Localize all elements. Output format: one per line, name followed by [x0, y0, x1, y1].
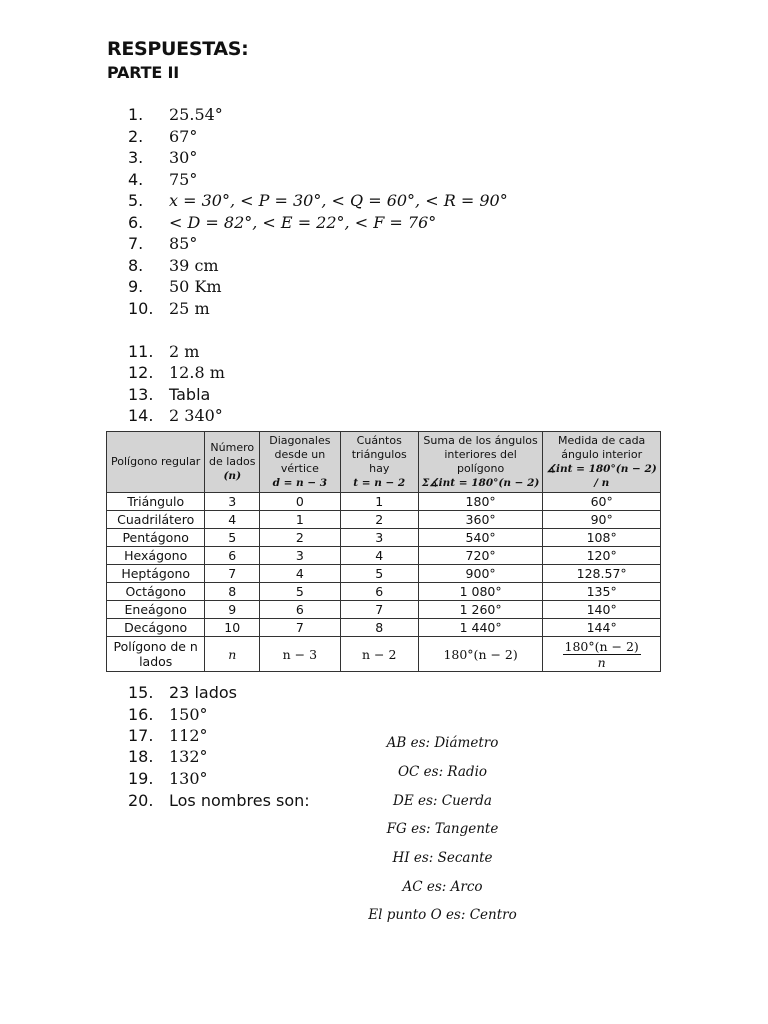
cell-polygon-name: Heptágono: [107, 565, 205, 583]
header-angle-sum: [418, 432, 542, 493]
answer-number: 5.: [128, 191, 144, 210]
cell-angle-sum: 360°: [418, 511, 542, 529]
cell-angle-measure: 60°: [543, 493, 661, 511]
term-arc: AC es: Arco: [402, 879, 483, 895]
cell-polygon-name: Hexágono: [107, 547, 205, 565]
answer-text: 2 340°: [169, 406, 223, 425]
answer-text: 39 cm: [169, 256, 219, 275]
answer-text: 150°: [169, 705, 208, 724]
answer-number: 9.: [128, 277, 144, 296]
cell-diagonals: 5: [260, 583, 340, 601]
cell-triangles: 7: [340, 601, 418, 619]
cell-triangles: n − 2: [340, 637, 418, 672]
cell-angle-sum: 540°: [418, 529, 542, 547]
header-label: Polígono regular: [111, 455, 201, 468]
table-body: [107, 493, 661, 672]
answer-text: 23 lados: [169, 683, 237, 702]
cell-diagonals: 2: [260, 529, 340, 547]
cell-angle-measure: 108°: [543, 529, 661, 547]
cell-polygon-name: Polígono de n lados: [107, 637, 205, 672]
cell-triangles: 1: [340, 493, 418, 511]
answer-text: Los nombres son:: [169, 791, 310, 810]
fraction-denominator: n: [597, 654, 606, 670]
cell-triangles: 8: [340, 619, 418, 637]
cell-polygon-name: Cuadrilátero: [107, 511, 205, 529]
header-formula: ∡int = 180°(n − 2) / n: [546, 463, 657, 489]
answer-number: 18.: [128, 747, 154, 766]
answer-text: 132°: [169, 747, 208, 766]
cell-angle-sum: 720°: [418, 547, 542, 565]
cell-angle-measure: 120°: [543, 547, 661, 565]
table-row: [107, 493, 661, 511]
answer-number: 11.: [128, 342, 154, 361]
header-label: Diagonales desde un vértice: [269, 434, 331, 475]
header-angle-measure: [543, 432, 661, 493]
cell-angle-sum: 1 080°: [418, 583, 542, 601]
answer-text: 12.8 m: [169, 363, 225, 382]
page-title: RESPUESTAS:: [107, 38, 249, 60]
header-label: Medida de cada ángulo interior: [558, 434, 646, 461]
answer-text: < D = 82°, < E = 22°, < F = 76°: [169, 213, 437, 232]
cell-angle-measure: 90°: [543, 511, 661, 529]
term-center: El punto O es: Centro: [368, 907, 517, 923]
answer-number: 7.: [128, 234, 144, 253]
cell-diagonals: 7: [260, 619, 340, 637]
cell-angle-sum: 900°: [418, 565, 542, 583]
cell-angle-measure: 144°: [543, 619, 661, 637]
cell-diagonals: 4: [260, 565, 340, 583]
header-formula: Σ∡int = 180°(n − 2): [421, 477, 540, 489]
cell-polygon-name: Octágono: [107, 583, 205, 601]
table-row: [107, 565, 661, 583]
term-tangent: FG es: Tangente: [386, 821, 499, 837]
header-triangles: [340, 432, 418, 493]
answer-text: 85°: [169, 234, 198, 253]
cell-diagonals: 0: [260, 493, 340, 511]
answer-number: 1.: [128, 105, 144, 124]
table-row: [107, 601, 661, 619]
term-radius: OC es: Radio: [397, 764, 488, 780]
cell-angle-sum: 1 440°: [418, 619, 542, 637]
cell-polygon-name: Eneágono: [107, 601, 205, 619]
cell-triangles: 6: [340, 583, 418, 601]
header-formula: d = n − 3: [272, 477, 328, 489]
table-row: [107, 619, 661, 637]
cell-angle-measure: [543, 637, 661, 672]
cell-triangles: 2: [340, 511, 418, 529]
answer-number: 16.: [128, 705, 154, 724]
term-chord: DE es: Cuerda: [393, 793, 492, 809]
header-label: Cuántos triángulos hay: [351, 434, 407, 475]
term-secant: HI es: Secante: [392, 850, 493, 866]
cell-triangles: 3: [340, 529, 418, 547]
header-diagonals: [260, 432, 340, 493]
answer-number: 2.: [128, 127, 144, 146]
answer-text: 2 m: [169, 342, 200, 361]
cell-angle-sum: 180°(n − 2): [418, 637, 542, 672]
cell-sides: 5: [205, 529, 260, 547]
header-label: Suma de los ángulos interiores del polígono: [423, 434, 538, 475]
answer-number: 3.: [128, 148, 144, 167]
cell-angle-measure: 140°: [543, 601, 661, 619]
table-row: [107, 583, 661, 601]
cell-diagonals: n − 3: [260, 637, 340, 672]
answer-number: 13.: [128, 385, 154, 404]
cell-triangles: 5: [340, 565, 418, 583]
header-sides: [205, 432, 260, 493]
cell-sides: 4: [205, 511, 260, 529]
table-row-general: [107, 637, 661, 672]
header-formula: (n): [223, 470, 242, 482]
answer-number: 19.: [128, 769, 154, 788]
answer-text: 75°: [169, 170, 198, 189]
answer-text: 50 Km: [169, 277, 222, 296]
cell-angle-sum: 180°: [418, 493, 542, 511]
answer-number: 15.: [128, 683, 154, 702]
cell-sides: 3: [205, 493, 260, 511]
answer-text: 25 m: [169, 299, 210, 318]
answer-text: 67°: [169, 127, 198, 146]
table-row: [107, 529, 661, 547]
answer-text: 130°: [169, 769, 208, 788]
cell-angle-measure: 128.57°: [543, 565, 661, 583]
cell-angle-measure: 135°: [543, 583, 661, 601]
cell-diagonals: 6: [260, 601, 340, 619]
cell-sides: 10: [205, 619, 260, 637]
answer-number: 10.: [128, 299, 154, 318]
cell-sides: 9: [205, 601, 260, 619]
cell-diagonals: 1: [260, 511, 340, 529]
answer-text: 30°: [169, 148, 198, 167]
answer-number: 6.: [128, 213, 144, 232]
answer-number: 4.: [128, 170, 144, 189]
header-polygon: [107, 432, 205, 493]
answer-text: 25.54°: [169, 105, 223, 124]
cell-triangles: 4: [340, 547, 418, 565]
answer-number: 20.: [128, 791, 154, 810]
cell-angle-sum: 1 260°: [418, 601, 542, 619]
fraction: [563, 639, 641, 670]
cell-sides: 8: [205, 583, 260, 601]
cell-polygon-name: Decágono: [107, 619, 205, 637]
cell-polygon-name: Triángulo: [107, 493, 205, 511]
answer-number: 14.: [128, 406, 154, 425]
cell-sides: n: [205, 637, 260, 672]
polygon-table: [106, 431, 661, 672]
header-formula: t = n − 2: [353, 477, 406, 489]
section-subtitle: PARTE II: [107, 63, 179, 82]
table-row: [107, 511, 661, 529]
answer-number: 8.: [128, 256, 144, 275]
answer-text: 112°: [169, 726, 208, 745]
table-header-row: [107, 432, 661, 493]
cell-polygon-name: Pentágono: [107, 529, 205, 547]
cell-sides: 6: [205, 547, 260, 565]
answer-number: 12.: [128, 363, 154, 382]
term-diameter: AB es: Diámetro: [386, 735, 499, 751]
cell-sides: 7: [205, 565, 260, 583]
answer-text: Tabla: [169, 385, 211, 404]
header-label: Número de lados: [209, 441, 256, 468]
table-row: [107, 547, 661, 565]
answer-number: 17.: [128, 726, 154, 745]
answer-text: x = 30°, < P = 30°, < Q = 60°, < R = 90°: [169, 191, 508, 210]
fraction-numerator: 180°(n − 2): [564, 638, 639, 654]
cell-diagonals: 3: [260, 547, 340, 565]
